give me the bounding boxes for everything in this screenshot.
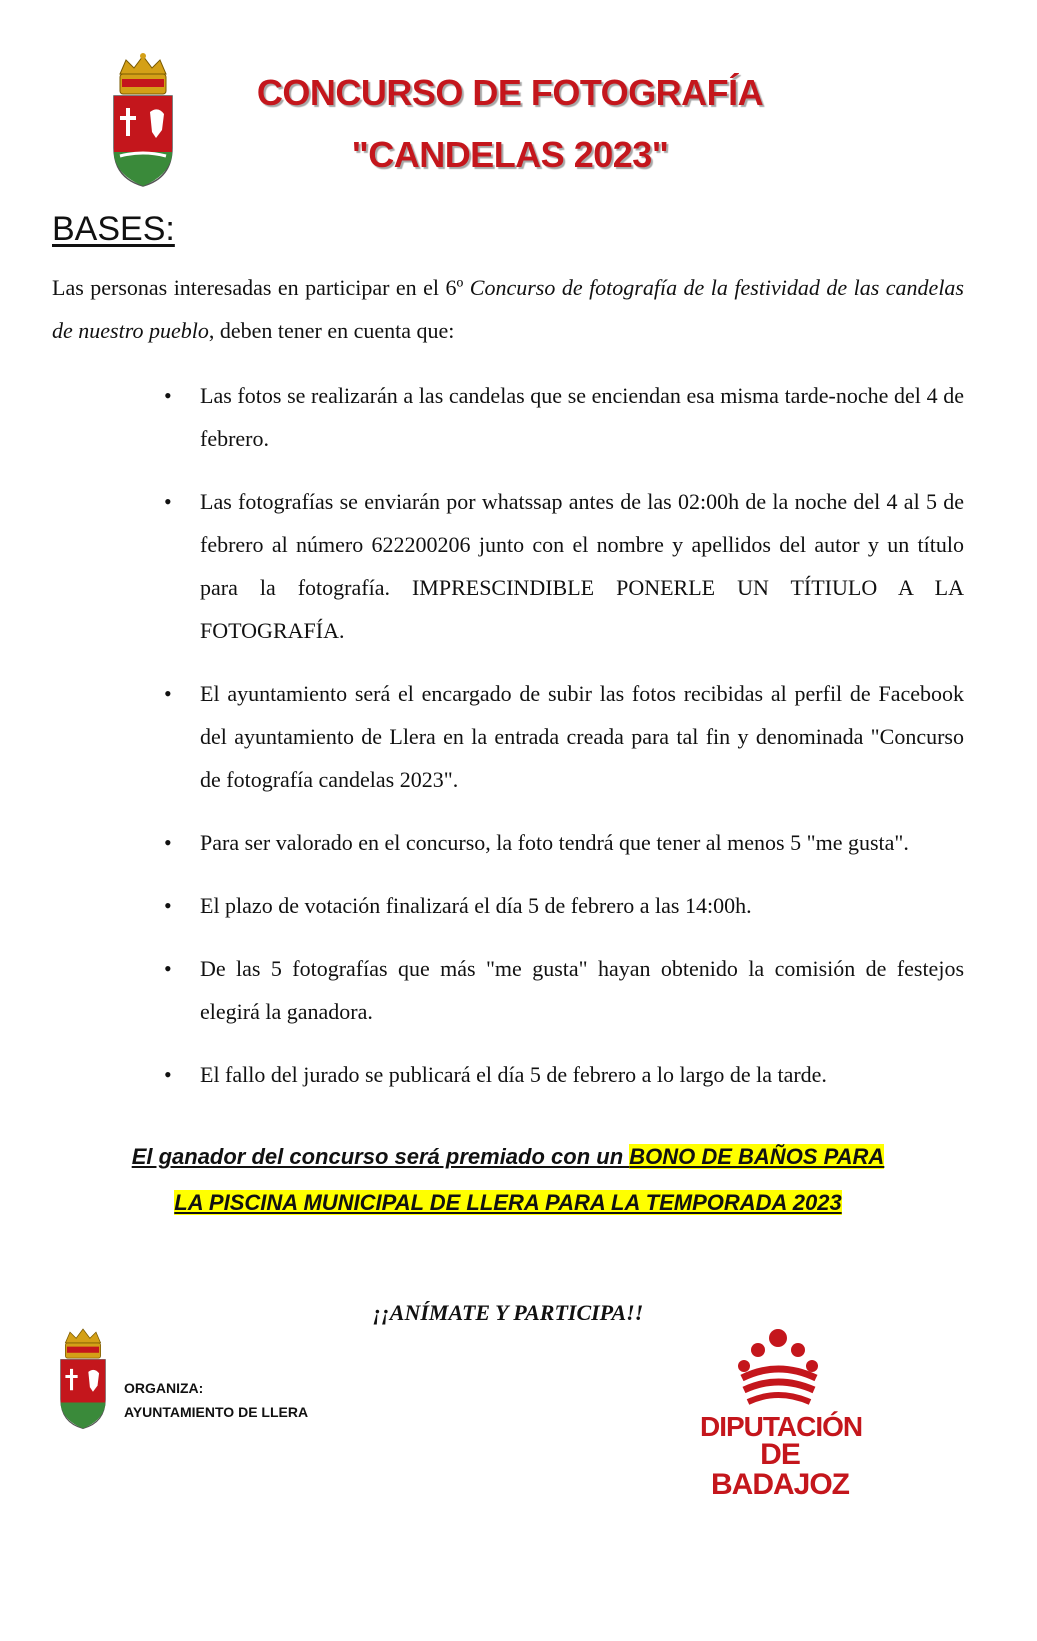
rule-text: De las 5 fotografías que más "me gusta" hayan obtenido la comisión de festejos elegirá la ganadora. <box>200 956 964 1024</box>
list-item <box>52 1053 964 1096</box>
bullet-icon: • <box>164 383 172 408</box>
coat-of-arms-icon <box>108 52 178 188</box>
prize-highlight-2: LA PISCINA MUNICIPAL DE LLERA PARA LA TEMPORADA 2023 <box>174 1190 842 1215</box>
bullet-icon: • <box>164 489 172 514</box>
intro-paragraph <box>52 266 964 352</box>
organizer-name: AYUNTAMIENTO DE LLERA <box>124 1404 309 1420</box>
organizer-label: ORGANIZA: <box>124 1380 204 1396</box>
contest-title-line1: CONCURSO DE FOTOGRAFÍA <box>256 72 764 113</box>
bullet-icon: • <box>164 893 172 918</box>
bullet-icon: • <box>164 830 172 855</box>
prize-text: El ganador del concurso será premiado con un <box>131 1144 630 1169</box>
bullet-icon: • <box>164 956 172 981</box>
rule-text: Las fotos se realizarán a las candelas que se enciendan esa misma tarde-noche del 4 de febrero. <box>200 383 964 451</box>
intro-text-start: Las personas interesadas en participar en el 6º <box>52 275 470 300</box>
contest-title-line2: "CANDELAS 2023" <box>351 134 669 175</box>
call-to-action: ¡¡ANÍMATE Y PARTICIPA!! <box>372 1300 644 1325</box>
prize-announcement <box>52 1134 964 1226</box>
intro-contest-name: Concurso de fotografía de la festividad de las candelas de nuestro pueblo <box>52 275 964 343</box>
bases-heading: BASES: <box>52 210 175 248</box>
sponsor-name-line2: DE BADAJOZ <box>710 1438 849 1501</box>
bullet-icon: • <box>164 681 172 706</box>
prize-highlight-1: BONO DE BAÑOS PARA <box>629 1144 885 1169</box>
list-item <box>52 480 964 652</box>
list-item <box>52 884 964 927</box>
list-item <box>52 947 964 1033</box>
rule-text: Para ser valorado en el concurso, la foto tendrá que tener al menos 5 "me gusta". <box>200 830 909 855</box>
rule-text: Las fotografías se enviarán por whatssap antes de las 02:00h de la noche del 4 al 5 de febrero al número 622200206 junto con el nombre y apellidos del autor y un título para la fotografía. IMPRESCINDIBLE PONERLE UN TÍTIULO A LA FOTOGRAFÍA. <box>200 489 964 643</box>
rule-text: El fallo del jurado se publicará el día 5 de febrero a lo largo de la tarde. <box>200 1062 827 1087</box>
list-item <box>52 821 964 864</box>
list-item <box>52 672 964 801</box>
sponsor-name-line1: DIPUTACIÓN <box>700 1411 863 1442</box>
bullet-icon: • <box>164 1062 172 1087</box>
rules-list <box>52 374 964 1096</box>
coat-of-arms-icon <box>54 1326 112 1430</box>
diputacion-badajoz-logo <box>730 1326 830 1406</box>
rule-text: El plazo de votación finalizará el día 5 de febrero a las 14:00h. <box>200 893 752 918</box>
list-item <box>52 374 964 460</box>
intro-text-end: , deben tener en cuenta que: <box>208 318 455 343</box>
rule-text: El ayuntamiento será el encargado de subir las fotos recibidas al perfil de Facebook del ayuntamiento de Llera en la entrada creada para tal fin y denominada "Concurso de fotografía candelas 2023". <box>200 681 964 792</box>
